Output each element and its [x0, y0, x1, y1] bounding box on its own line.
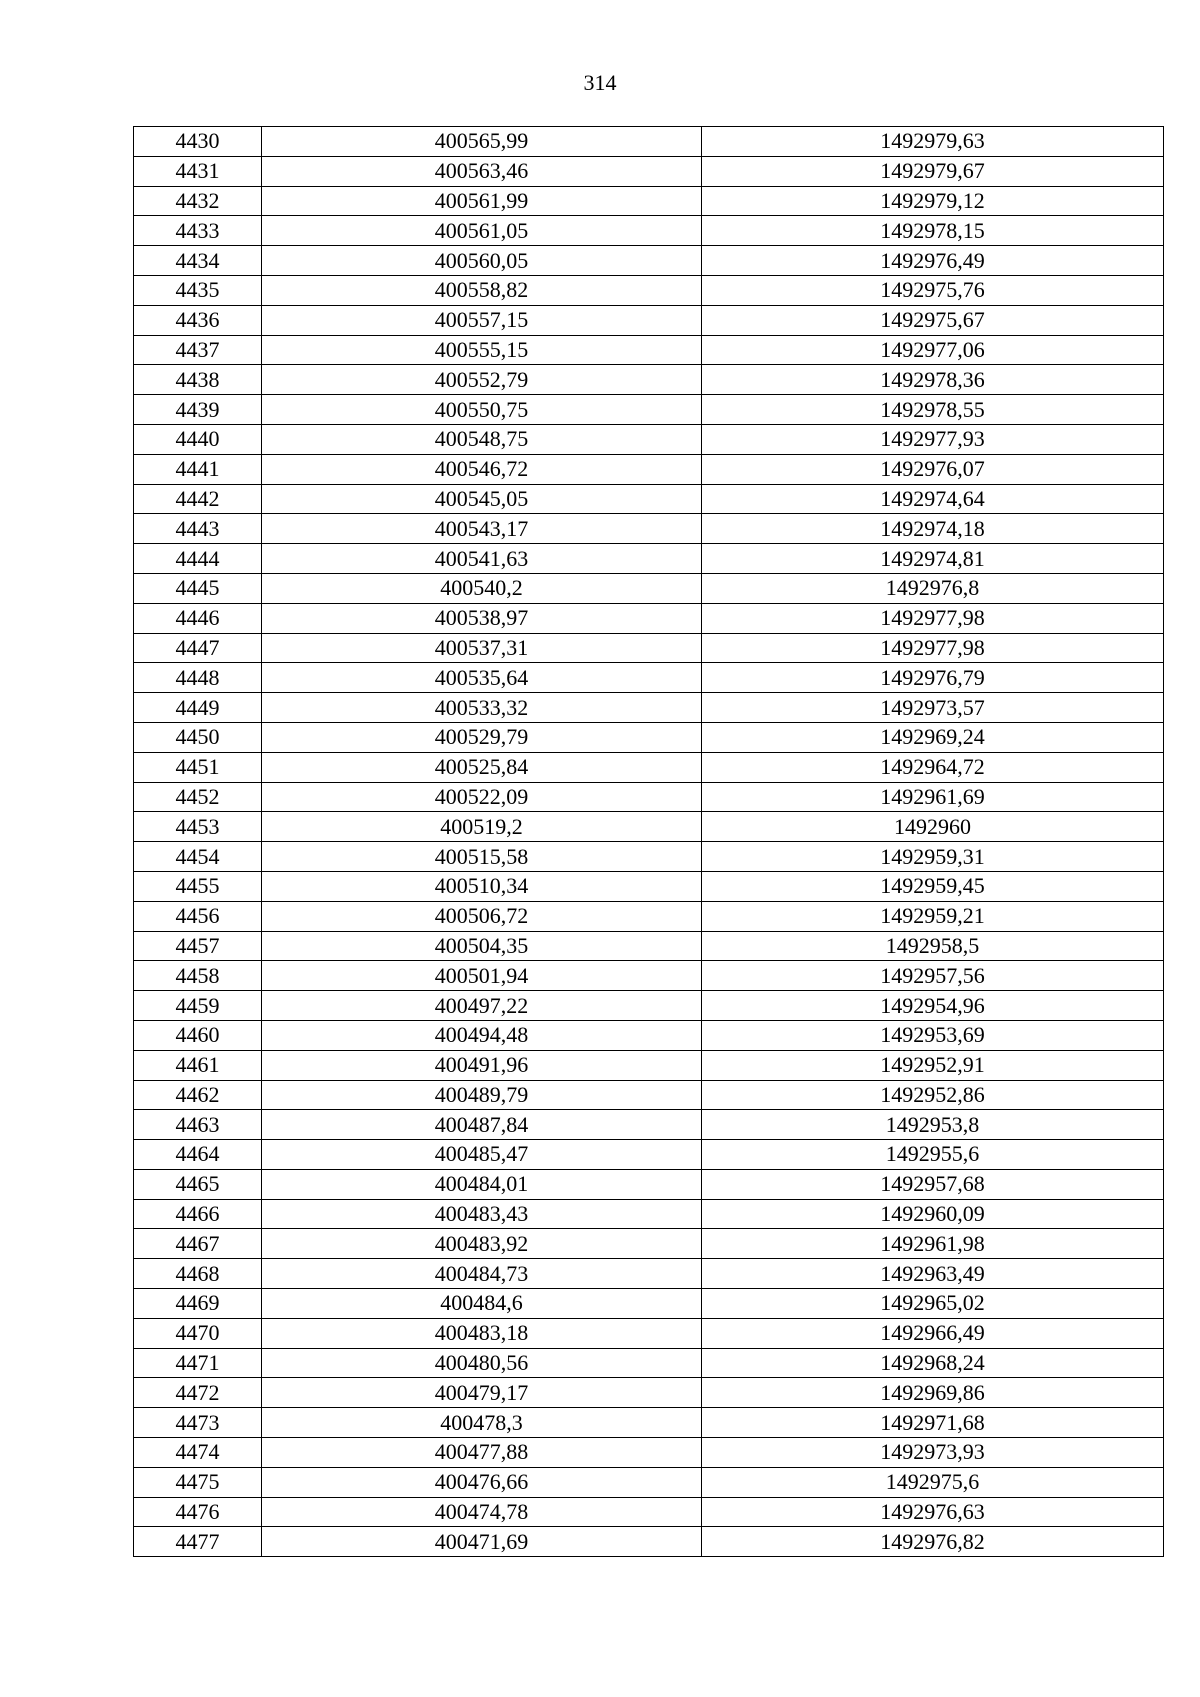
y-coordinate-cell: 1492953,69: [702, 1020, 1164, 1050]
table-row: [134, 871, 1164, 901]
table-row: [134, 544, 1164, 574]
y-coordinate-cell: 1492959,31: [702, 842, 1164, 872]
y-coordinate-cell: 1492966,49: [702, 1318, 1164, 1348]
x-coordinate-cell: 400474,78: [262, 1497, 702, 1527]
point-number-cell: 4463: [134, 1110, 262, 1140]
table-row: [134, 603, 1164, 633]
x-coordinate-cell: 400483,18: [262, 1318, 702, 1348]
point-number-cell: 4432: [134, 186, 262, 216]
y-coordinate-cell: 1492957,56: [702, 961, 1164, 991]
point-number-cell: 4439: [134, 395, 262, 425]
y-coordinate-cell: 1492952,86: [702, 1080, 1164, 1110]
x-coordinate-cell: 400563,46: [262, 156, 702, 186]
y-coordinate-cell: 1492977,98: [702, 633, 1164, 663]
table-row: [134, 454, 1164, 484]
point-number-cell: 4436: [134, 305, 262, 335]
point-number-cell: 4466: [134, 1199, 262, 1229]
x-coordinate-cell: 400558,82: [262, 275, 702, 305]
table-row: [134, 1408, 1164, 1438]
table-row: [134, 1259, 1164, 1289]
table-row: [134, 335, 1164, 365]
point-number-cell: 4454: [134, 842, 262, 872]
point-number-cell: 4445: [134, 573, 262, 603]
point-number-cell: 4465: [134, 1169, 262, 1199]
x-coordinate-cell: 400484,73: [262, 1259, 702, 1289]
point-number-cell: 4452: [134, 782, 262, 812]
point-number-cell: 4470: [134, 1318, 262, 1348]
y-coordinate-cell: 1492964,72: [702, 752, 1164, 782]
x-coordinate-cell: 400550,75: [262, 395, 702, 425]
y-coordinate-cell: 1492977,06: [702, 335, 1164, 365]
y-coordinate-cell: 1492973,93: [702, 1438, 1164, 1468]
x-coordinate-cell: 400552,79: [262, 365, 702, 395]
table-row: [134, 246, 1164, 276]
y-coordinate-cell: 1492975,67: [702, 305, 1164, 335]
table-row: [134, 752, 1164, 782]
x-coordinate-cell: 400480,56: [262, 1348, 702, 1378]
point-number-cell: 4446: [134, 603, 262, 633]
x-coordinate-cell: 400561,05: [262, 216, 702, 246]
y-coordinate-cell: 1492975,6: [702, 1467, 1164, 1497]
y-coordinate-cell: 1492953,8: [702, 1110, 1164, 1140]
y-coordinate-cell: 1492952,91: [702, 1050, 1164, 1080]
point-number-cell: 4447: [134, 633, 262, 663]
x-coordinate-cell: 400565,99: [262, 127, 702, 157]
point-number-cell: 4457: [134, 931, 262, 961]
point-number-cell: 4438: [134, 365, 262, 395]
table-row: [134, 365, 1164, 395]
point-number-cell: 4474: [134, 1438, 262, 1468]
table-row: [134, 901, 1164, 931]
point-number-cell: 4461: [134, 1050, 262, 1080]
x-coordinate-cell: 400483,43: [262, 1199, 702, 1229]
x-coordinate-cell: 400541,63: [262, 544, 702, 574]
table-row: [134, 1020, 1164, 1050]
page-number: 314: [583, 70, 617, 95]
x-coordinate-cell: 400537,31: [262, 633, 702, 663]
point-number-cell: 4435: [134, 275, 262, 305]
table-row: [134, 693, 1164, 723]
y-coordinate-cell: 1492965,02: [702, 1289, 1164, 1319]
point-number-cell: 4476: [134, 1497, 262, 1527]
y-coordinate-cell: 1492969,86: [702, 1378, 1164, 1408]
y-coordinate-cell: 1492974,64: [702, 484, 1164, 514]
y-coordinate-cell: 1492958,5: [702, 931, 1164, 961]
table-row: [134, 156, 1164, 186]
table-row: [134, 484, 1164, 514]
table-row: [134, 395, 1164, 425]
x-coordinate-cell: 400501,94: [262, 961, 702, 991]
table-row: [134, 1080, 1164, 1110]
y-coordinate-cell: 1492974,81: [702, 544, 1164, 574]
point-number-cell: 4469: [134, 1289, 262, 1319]
x-coordinate-cell: 400497,22: [262, 991, 702, 1021]
x-coordinate-cell: 400525,84: [262, 752, 702, 782]
point-number-cell: 4472: [134, 1378, 262, 1408]
x-coordinate-cell: 400533,32: [262, 693, 702, 723]
x-coordinate-cell: 400548,75: [262, 424, 702, 454]
point-number-cell: 4458: [134, 961, 262, 991]
y-coordinate-cell: 1492959,21: [702, 901, 1164, 931]
point-number-cell: 4443: [134, 514, 262, 544]
table-row: [134, 961, 1164, 991]
point-number-cell: 4430: [134, 127, 262, 157]
point-number-cell: 4451: [134, 752, 262, 782]
x-coordinate-cell: 400540,2: [262, 573, 702, 603]
y-coordinate-cell: 1492979,67: [702, 156, 1164, 186]
point-number-cell: 4464: [134, 1140, 262, 1170]
y-coordinate-cell: 1492963,49: [702, 1259, 1164, 1289]
table-row: [134, 1140, 1164, 1170]
x-coordinate-cell: 400515,58: [262, 842, 702, 872]
x-coordinate-cell: 400484,01: [262, 1169, 702, 1199]
y-coordinate-cell: 1492976,07: [702, 454, 1164, 484]
table-row: [134, 782, 1164, 812]
y-coordinate-cell: 1492961,69: [702, 782, 1164, 812]
point-number-cell: 4442: [134, 484, 262, 514]
y-coordinate-cell: 1492979,63: [702, 127, 1164, 157]
table-row: [134, 1229, 1164, 1259]
table-row: [134, 1348, 1164, 1378]
x-coordinate-cell: 400485,47: [262, 1140, 702, 1170]
x-coordinate-cell: 400504,35: [262, 931, 702, 961]
table-row: [134, 1467, 1164, 1497]
point-number-cell: 4455: [134, 871, 262, 901]
table-row: [134, 1199, 1164, 1229]
table-row: [134, 127, 1164, 157]
y-coordinate-cell: 1492973,57: [702, 693, 1164, 723]
table-row: [134, 931, 1164, 961]
table-row: [134, 305, 1164, 335]
y-coordinate-cell: 1492977,93: [702, 424, 1164, 454]
table-row: [134, 424, 1164, 454]
table-row: [134, 633, 1164, 663]
point-number-cell: 4456: [134, 901, 262, 931]
x-coordinate-cell: 400519,2: [262, 812, 702, 842]
x-coordinate-cell: 400506,72: [262, 901, 702, 931]
point-number-cell: 4440: [134, 424, 262, 454]
x-coordinate-cell: 400487,84: [262, 1110, 702, 1140]
point-number-cell: 4449: [134, 693, 262, 723]
x-coordinate-cell: 400555,15: [262, 335, 702, 365]
y-coordinate-cell: 1492971,68: [702, 1408, 1164, 1438]
point-number-cell: 4468: [134, 1259, 262, 1289]
table-row: [134, 842, 1164, 872]
table-row: [134, 1378, 1164, 1408]
coordinates-table-body: [134, 127, 1164, 1557]
table-row: [134, 186, 1164, 216]
table-row: [134, 1169, 1164, 1199]
y-coordinate-cell: 1492975,76: [702, 275, 1164, 305]
y-coordinate-cell: 1492960: [702, 812, 1164, 842]
y-coordinate-cell: 1492960,09: [702, 1199, 1164, 1229]
table-row: [134, 573, 1164, 603]
table-row: [134, 812, 1164, 842]
point-number-cell: 4450: [134, 722, 262, 752]
y-coordinate-cell: 1492976,49: [702, 246, 1164, 276]
point-number-cell: 4453: [134, 812, 262, 842]
point-number-cell: 4462: [134, 1080, 262, 1110]
y-coordinate-cell: 1492959,45: [702, 871, 1164, 901]
table-row: [134, 216, 1164, 246]
x-coordinate-cell: 400489,79: [262, 1080, 702, 1110]
x-coordinate-cell: 400546,72: [262, 454, 702, 484]
table-row: [134, 514, 1164, 544]
table-row: [134, 1110, 1164, 1140]
y-coordinate-cell: 1492978,15: [702, 216, 1164, 246]
y-coordinate-cell: 1492974,18: [702, 514, 1164, 544]
x-coordinate-cell: 400557,15: [262, 305, 702, 335]
table-row: [134, 1497, 1164, 1527]
table-row: [134, 1289, 1164, 1319]
x-coordinate-cell: 400522,09: [262, 782, 702, 812]
x-coordinate-cell: 400478,3: [262, 1408, 702, 1438]
x-coordinate-cell: 400479,17: [262, 1378, 702, 1408]
point-number-cell: 4448: [134, 663, 262, 693]
point-number-cell: 4459: [134, 991, 262, 1021]
table-row: [134, 722, 1164, 752]
x-coordinate-cell: 400543,17: [262, 514, 702, 544]
table-row: [134, 1527, 1164, 1557]
point-number-cell: 4433: [134, 216, 262, 246]
x-coordinate-cell: 400560,05: [262, 246, 702, 276]
x-coordinate-cell: 400510,34: [262, 871, 702, 901]
x-coordinate-cell: 400484,6: [262, 1289, 702, 1319]
y-coordinate-cell: 1492976,8: [702, 573, 1164, 603]
x-coordinate-cell: 400561,99: [262, 186, 702, 216]
y-coordinate-cell: 1492976,79: [702, 663, 1164, 693]
point-number-cell: 4431: [134, 156, 262, 186]
x-coordinate-cell: 400535,64: [262, 663, 702, 693]
x-coordinate-cell: 400494,48: [262, 1020, 702, 1050]
x-coordinate-cell: 400529,79: [262, 722, 702, 752]
point-number-cell: 4437: [134, 335, 262, 365]
y-coordinate-cell: 1492957,68: [702, 1169, 1164, 1199]
y-coordinate-cell: 1492969,24: [702, 722, 1164, 752]
table-row: [134, 1438, 1164, 1468]
y-coordinate-cell: 1492977,98: [702, 603, 1164, 633]
y-coordinate-cell: 1492954,96: [702, 991, 1164, 1021]
table-row: [134, 275, 1164, 305]
point-number-cell: 4441: [134, 454, 262, 484]
point-number-cell: 4473: [134, 1408, 262, 1438]
y-coordinate-cell: 1492978,36: [702, 365, 1164, 395]
x-coordinate-cell: 400477,88: [262, 1438, 702, 1468]
x-coordinate-cell: 400483,92: [262, 1229, 702, 1259]
y-coordinate-cell: 1492976,82: [702, 1527, 1164, 1557]
y-coordinate-cell: 1492979,12: [702, 186, 1164, 216]
y-coordinate-cell: 1492955,6: [702, 1140, 1164, 1170]
x-coordinate-cell: 400545,05: [262, 484, 702, 514]
y-coordinate-cell: 1492968,24: [702, 1348, 1164, 1378]
point-number-cell: 4434: [134, 246, 262, 276]
point-number-cell: 4444: [134, 544, 262, 574]
x-coordinate-cell: 400538,97: [262, 603, 702, 633]
point-number-cell: 4475: [134, 1467, 262, 1497]
y-coordinate-cell: 1492978,55: [702, 395, 1164, 425]
point-number-cell: 4467: [134, 1229, 262, 1259]
point-number-cell: 4460: [134, 1020, 262, 1050]
x-coordinate-cell: 400476,66: [262, 1467, 702, 1497]
x-coordinate-cell: 400491,96: [262, 1050, 702, 1080]
table-row: [134, 991, 1164, 1021]
coordinates-table: [133, 126, 1164, 1557]
point-number-cell: 4477: [134, 1527, 262, 1557]
table-row: [134, 1050, 1164, 1080]
table-row: [134, 1318, 1164, 1348]
y-coordinate-cell: 1492976,63: [702, 1497, 1164, 1527]
point-number-cell: 4471: [134, 1348, 262, 1378]
x-coordinate-cell: 400471,69: [262, 1527, 702, 1557]
table-row: [134, 663, 1164, 693]
y-coordinate-cell: 1492961,98: [702, 1229, 1164, 1259]
